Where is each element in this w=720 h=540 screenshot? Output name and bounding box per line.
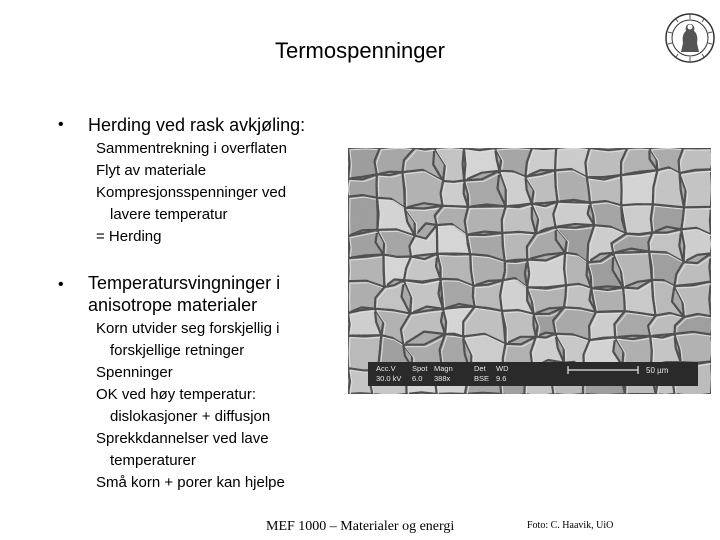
bullet-marker: • xyxy=(58,276,64,293)
bullet-marker: • xyxy=(58,116,64,133)
databar-value: 6.0 xyxy=(412,374,423,383)
photo-databar xyxy=(368,362,698,386)
list-item: Kompresjonsspenninger ved lavere temperatur xyxy=(96,184,287,223)
list-item: Flyt av materiale xyxy=(96,162,207,179)
list-item: Spenninger xyxy=(96,364,173,381)
list-item: OK ved høy temperatur: dislokasjoner + diffusjon xyxy=(96,386,271,425)
bullet-heading xyxy=(88,272,338,316)
scale-bar-label: 50 µm xyxy=(646,366,669,375)
list-item: Sammentrekning i overflaten xyxy=(96,140,287,157)
list-item: Korn utvider seg forskjellig i forskjellige retninger xyxy=(96,320,280,359)
bullet-heading-line: anisotrope materialer xyxy=(88,295,258,315)
databar-value: BSE xyxy=(474,374,490,383)
footer-course: MEF 1000 – Materialer og energi xyxy=(266,519,455,534)
university-seal-icon xyxy=(664,12,716,64)
bullet-heading xyxy=(88,114,338,136)
bullet-heading-line: Herding ved rask avkjøling: xyxy=(88,115,306,135)
databar-label: Magn xyxy=(434,364,453,373)
list-item: = Herding xyxy=(96,228,162,245)
list-item: Sprekkdannelser ved lave temperaturer xyxy=(96,430,269,469)
databar-label: Det xyxy=(474,364,486,373)
list-item: Små korn + porer kan hjelpe xyxy=(96,474,285,491)
bullet-heading-line: Temperatursvingninger i xyxy=(88,273,281,293)
databar-label: Spot xyxy=(412,364,428,373)
sub-list xyxy=(96,138,346,248)
databar-label: Acc.V xyxy=(376,364,396,373)
footer-photo-credit: Foto: C. Haavik, UiO xyxy=(527,520,614,531)
sub-list xyxy=(96,318,346,494)
databar-value: 30.0 kV xyxy=(376,374,402,383)
slide-title: Termospenninger xyxy=(275,38,445,63)
sem-micrograph xyxy=(348,148,711,394)
databar-value: 9.6 xyxy=(496,374,507,383)
databar-label: WD xyxy=(496,364,509,373)
databar-value: 388x xyxy=(434,374,451,383)
